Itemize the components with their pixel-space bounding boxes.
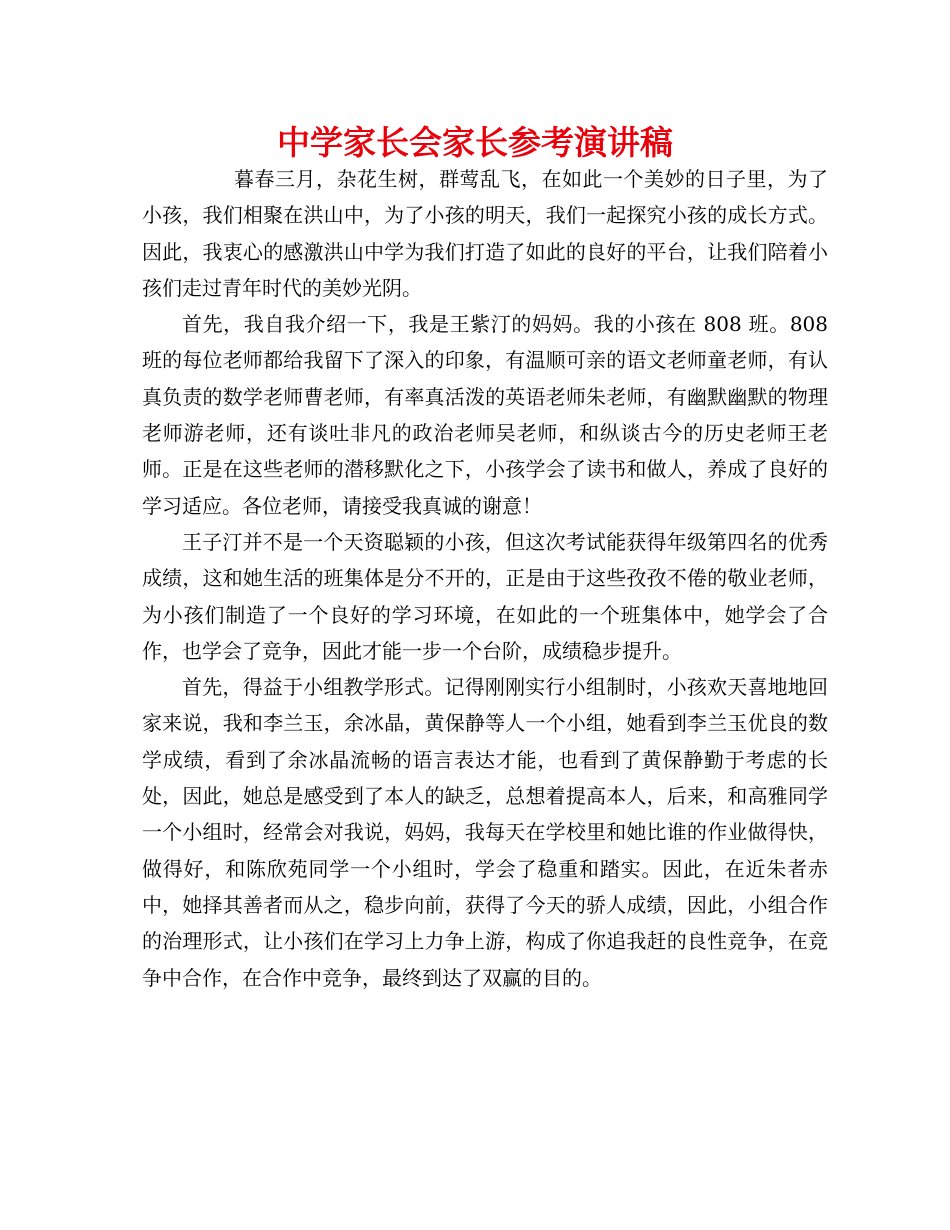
document-body [142, 161, 828, 996]
paragraph-group-teaching: 首先，得益于小组教学形式。记得刚刚实行小组制时，小孩欢天喜地地回家来说，我和李兰玉，余冰晶，黄保静等人一个小组，她看到李兰玉优良的数学成绩，看到了余冰晶流畅的语言表达才能，也看到了黄保静勤于考虑的长处，因此，她总是感受到了本人的缺乏，总想着提高本人，后来，和高雅同学一个小组时，经常会对我说，妈妈，我每天在学校里和她比谁的作业做得快，做得好，和陈欣苑同学一个小组时，学会了稳重和踏实。因此，在近朱者赤中，她择其善者而从之，稳步向前，获得了今天的骄人成绩，因此，小组合作的治理形式，让小孩们在学习上力争上游，构成了你追我赶的良性竞争，在竞争中合作，在合作中竞争，最终到达了双赢的目的。 [142, 675, 828, 990]
paragraph-opening: 暮春三月，杂花生树，群莺乱飞，在如此一个美妙的日子里，为了小孩，我们相聚在洪山中，为了小孩的明天，我们一起探究小孩的成长方式。因此，我衷心的感激洪山中学为我们打造了如此的良好的平台，让我们陪着小孩们走过青年时代的美妙光阴。 [142, 167, 828, 300]
paragraph-self-introduction: 首先，我自我介绍一下，我是王紫汀的妈妈。我的小孩在 808 班。808 班的每位老师都给我留下了深入的印象，有温顺可亲的语文老师童老师，有认真负责的数学老师曹老师，有率真活泼的英语老师朱老师，有幽默幽默的物理老师游老师，还有谈吐非凡的政治老师吴老师，和纵谈古今的历史老师王老师。正是在这些老师的潜移默化之下，小孩学会了读书和做人，养成了良好的学习适应。各位老师，请接受我真诚的谢意！ [142, 312, 828, 518]
document-title: 中学家长会家长参考演讲稿 [277, 123, 673, 162]
paragraph-class-collective: 王子汀并不是一个天资聪颖的小孩，但这次考试能获得年级第四名的优秀成绩，这和她生活的班集体是分不开的，正是由于这些孜孜不倦的敬业老师，为小孩们制造了一个良好的学习环境，在如此的一个班集体中，她学会了合作，也学会了竞争，因此才能一步一个台阶，成绩稳步提升。 [142, 529, 828, 663]
